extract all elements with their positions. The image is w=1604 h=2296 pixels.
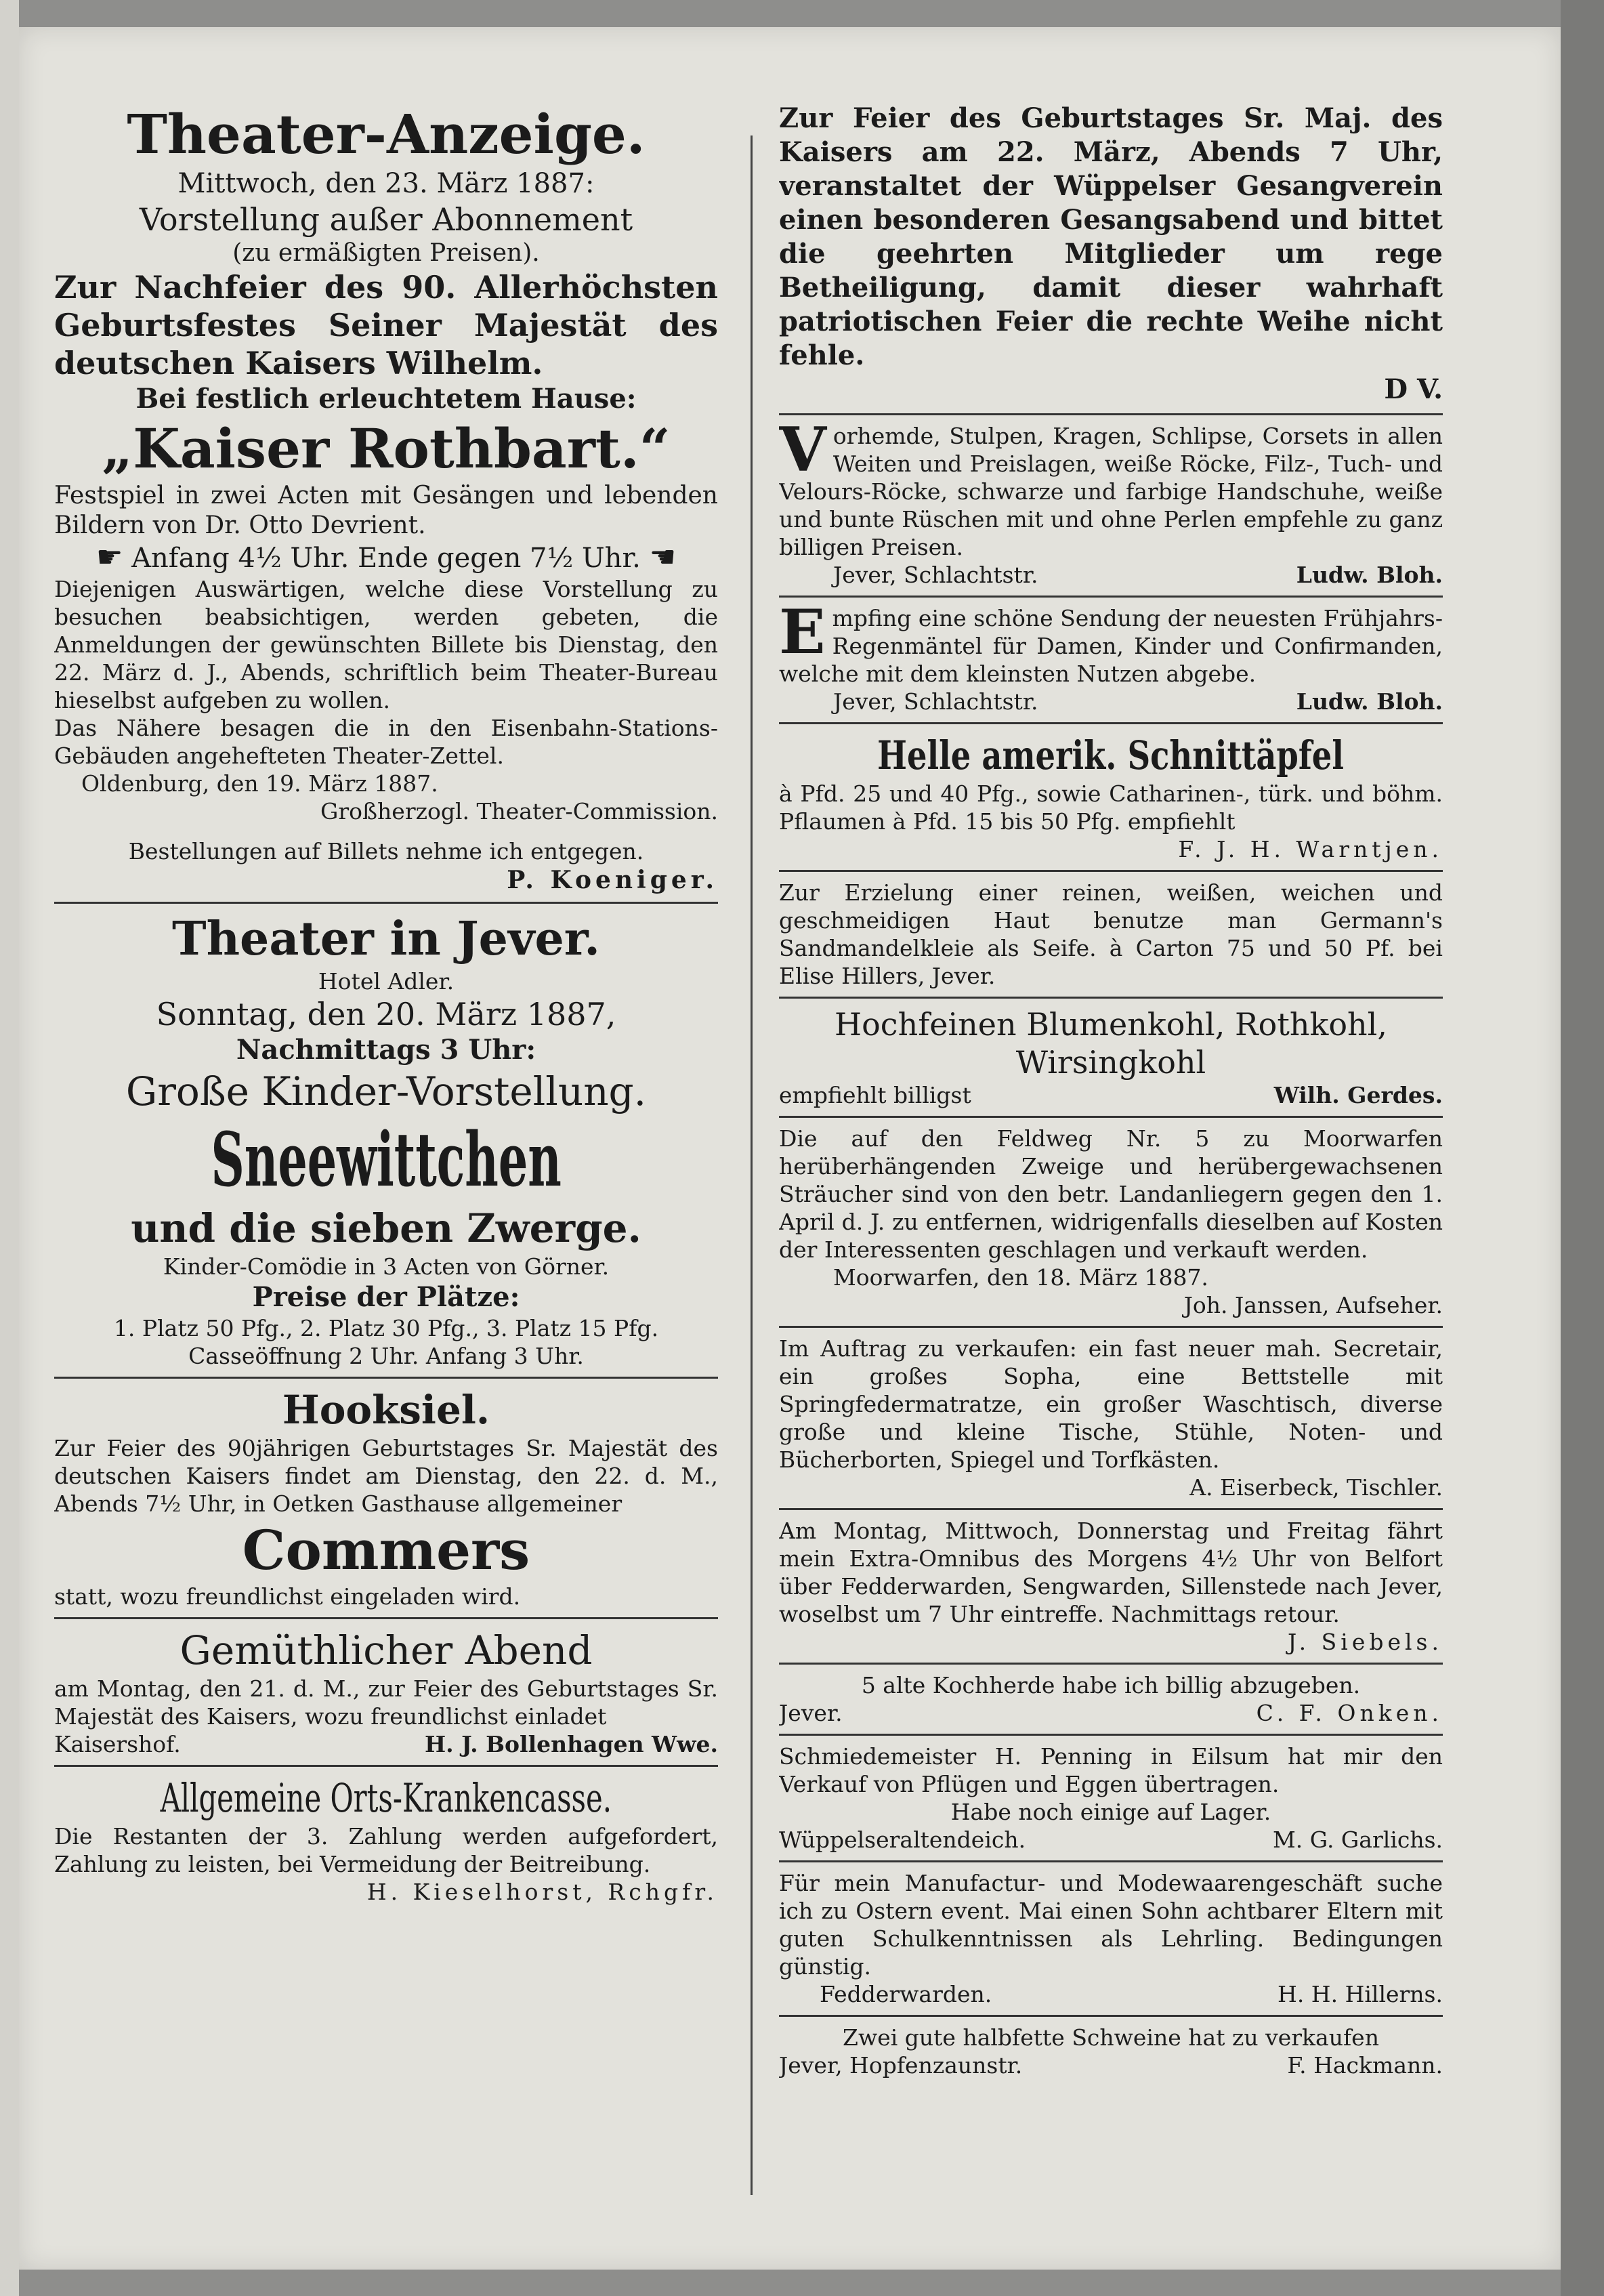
ad-body: Festspiel in zwei Acten mit Gesängen und lebenden Bildern von Dr. Otto Devrient. bbox=[54, 482, 718, 539]
ad-body: Schmiedemeister H. Penning in Eilsum hat mir den Verkauf von Pflügen und Eggen übertragen. bbox=[779, 1743, 1443, 1797]
verkauf-ad bbox=[779, 1335, 1443, 1501]
ad-title: Wirsingkohl bbox=[1015, 1044, 1206, 1081]
penning-ad bbox=[779, 1742, 1443, 1854]
ad-signature: Wilh. Gerdes. bbox=[1273, 1082, 1443, 1108]
ad-body: 5 alte Kochherde habe ich billig abzugeben. bbox=[861, 1672, 1361, 1698]
ad-times bbox=[54, 541, 718, 575]
divider bbox=[779, 1116, 1443, 1118]
omnibus-ad bbox=[779, 1517, 1443, 1656]
hackmann-ad bbox=[779, 2024, 1443, 2079]
initial-letter: V bbox=[779, 414, 826, 486]
play-title-text: Sneewittchen bbox=[211, 1116, 562, 1203]
ad-signature: Großherzogl. Theater-Commission. bbox=[320, 798, 718, 825]
germann-ad bbox=[779, 879, 1443, 990]
ad-footer bbox=[779, 2051, 1443, 2079]
ad-times: Casseöffnung 2 Uhr. Anfang 3 Uhr. bbox=[188, 1343, 584, 1369]
ad-signature: H. J. Bollenhagen Wwe. bbox=[424, 1731, 718, 1757]
divider bbox=[779, 722, 1443, 724]
divider bbox=[54, 902, 718, 904]
column-divider bbox=[751, 135, 753, 2195]
ad-body: Zur Feier des Geburtstages Sr. Maj. des Kaisers am 22. März, Abends 7 Uhr, veranstaltet der Wüppelser Gesangverein einen besonderen Gesangsabend und bittet die geehrten Mitglieder um rege Betheiligung, damit dieser wahrhaft patriotischen Feier die rechte Weihe nicht fehle. bbox=[779, 102, 1443, 371]
theater-oldenburg-ad bbox=[54, 102, 718, 895]
ad-footer bbox=[779, 1980, 1443, 2008]
divider bbox=[779, 2015, 1443, 2017]
divider bbox=[779, 1734, 1443, 1736]
bloh-ad-1 bbox=[779, 414, 1443, 589]
ad-subtitle: Vorstellung außer Abonnement bbox=[139, 201, 633, 238]
ad-body: statt, wozu freundlichst eingeladen wird. bbox=[54, 1583, 521, 1610]
ad-signature: J. Siebels. bbox=[1288, 1629, 1443, 1655]
divider bbox=[779, 997, 1443, 999]
ad-footer bbox=[779, 688, 1443, 715]
ad-occasion: Zur Nachfeier des 90. Allerhöchsten Geburtsfestes Seiner Majestät des deutschen Kaisers Wilhelm. bbox=[54, 269, 718, 381]
ad-body: Zur Erzielung einer reinen, weißen, weichen und geschmeidigen Haut benutze man Germann's Sandmandelkleie als Seife. à Carton 75 und 50 Pf. bei Elise Hillers, Jever. bbox=[779, 879, 1443, 989]
ad-footer bbox=[54, 1730, 718, 1758]
ad-footer bbox=[779, 1081, 1443, 1109]
ad-body: am Montag, den 21. d. M., zur Feier des Geburtstages Sr. Majestät des Kaisers, wozu freundlichst einladet bbox=[54, 1675, 718, 1730]
theater-jever-ad bbox=[54, 911, 718, 1370]
ad-place: Jever, Schlachtstr. bbox=[833, 562, 1038, 588]
ad-signature: Joh. Janssen, Aufseher. bbox=[1183, 1292, 1443, 1318]
gerdes-ad bbox=[779, 1005, 1443, 1109]
ad-place: Jever. bbox=[779, 1700, 843, 1726]
ad-place: Jever, Hopfenzaunstr. bbox=[779, 2052, 1023, 2079]
ad-title: Hooksiel. bbox=[282, 1387, 490, 1433]
ad-body: Im Auftrag zu verkaufen: ein fast neuer mah. Secretair, ein großes Sopha, eine Bettstelle mit Springfedermatratze, ein großer Waschtisch, diverse große und kleine Tische, Stühle, Noten- und Bücherborten, Spiegel und Torfkästen. bbox=[779, 1335, 1443, 1473]
ad-signature: H. Kieselhorst, Rchgfr. bbox=[366, 1879, 718, 1905]
ad-body: empfiehlt billigst bbox=[779, 1082, 971, 1108]
ad-place-date: Moorwarfen, den 18. März 1887. bbox=[833, 1264, 1208, 1291]
abend-ad bbox=[54, 1626, 718, 1758]
bloh-ad-2 bbox=[779, 596, 1443, 715]
feldweg-ad bbox=[779, 1125, 1443, 1319]
play-title bbox=[54, 1116, 718, 1204]
ad-signature: A. Eiserbeck, Tischler. bbox=[1189, 1474, 1443, 1501]
ad-place: Fedderwarden. bbox=[820, 1981, 992, 2007]
ad-title: Gemüthlicher Abend bbox=[180, 1627, 593, 1673]
ad-body: Das Nähere besagen die in den Eisenbahn-Stations-Gebäuden angehefteten Theater-Zettel. bbox=[54, 715, 718, 769]
divider bbox=[779, 1508, 1443, 1510]
ad-note: Bei festlich erleuchtetem Hause: bbox=[135, 383, 637, 415]
ad-signature: D V. bbox=[1384, 373, 1443, 405]
divider bbox=[779, 413, 1443, 415]
ad-body: Diejenigen Auswärtigen, welche diese Vorstellung zu besuchen beabsichtigen, werden gebeten, die Anmeldungen der gewünschten Billete bis Dienstag, den 22. März d. J., Abends, schriftlich beim Theater-Bureau hieselbst aufgeben zu wollen. bbox=[54, 576, 718, 713]
ad-place: Jever, Schlachtstr. bbox=[833, 688, 1038, 715]
ad-body: Habe noch einige auf Lager. bbox=[950, 1799, 1271, 1825]
ad-headline: Commers bbox=[242, 1518, 530, 1582]
right-column bbox=[779, 102, 1443, 2188]
ad-title: Theater-Anzeige. bbox=[127, 102, 646, 166]
ad-signature: F. J. H. Warntjen. bbox=[1178, 836, 1443, 862]
ad-body: Für mein Manufactur- und Modewaarengeschäft suche ich zu Ostern event. Mai einen Sohn achtbarer Eltern mit guten Schulkenntnissen als Lehrling. Bedingungen günstig. bbox=[779, 1870, 1443, 1980]
divider bbox=[779, 596, 1443, 598]
ad-body: Zwei gute halbfette Schweine hat zu verkaufen bbox=[843, 2024, 1379, 2051]
divider bbox=[779, 1860, 1443, 1862]
ad-body: Die auf den Feldweg Nr. 5 zu Moorwarfen herüberhängenden Zweige und herübergewachsenen Sträucher sind von den betr. Landanliegern gegen den 1. April d. J. zu entfernen, widrigenfalls dieselben auf Kosten der Interessenten geschlagen und verkauft werden. bbox=[779, 1125, 1443, 1263]
page-edge bbox=[0, 0, 19, 2296]
initial-letter: E bbox=[779, 596, 826, 668]
ad-body-text: orhemde, Stulpen, Kragen, Schlipse, Corsets in allen Weiten und Preislagen, weiße Röcke, Filz-, Tuch- und Velours-Röcke, schwarze und farbige Handschuhe, weiße und bunte Rüschen mit und ohne Perlen empfehle zu ganz billigen Preisen. bbox=[779, 423, 1443, 560]
ad-body: Am Montag, Mittwoch, Donnerstag und Freitag fährt mein Extra-Omnibus des Morgens 4½ Uhr von Belfort über Fedderwarden, Sengwarden, Sillenstede nach Jever, woselbst um 7 Uhr eintreffe. Nachmittags retour. bbox=[779, 1518, 1443, 1627]
play-title: „Kaiser Rothbart.“ bbox=[102, 417, 671, 480]
divider bbox=[779, 1663, 1443, 1665]
gesangverein-ad bbox=[779, 102, 1443, 406]
ad-time: Nachmittags 3 Uhr: bbox=[236, 1034, 536, 1066]
ad-body: à Pfd. 25 und 40 Pfg., sowie Catharinen-, türk. und böhm. Pflaumen à Pfd. 15 bis 50 Pfg. empfiehlt bbox=[779, 780, 1443, 835]
hooksiel-ad bbox=[54, 1385, 718, 1610]
ad-subtitle: Große Kinder-Vorstellung. bbox=[125, 1068, 647, 1114]
divider bbox=[779, 1326, 1443, 1328]
ad-body-text: mpfing eine schöne Sendung der neuesten Frühjahrs-Regenmäntel für Damen, Kinder und Confirmanden, welche mit dem kleinsten Nutzen abgebe. bbox=[779, 605, 1443, 687]
divider bbox=[779, 870, 1443, 872]
ad-note: (zu ermäßigten Preisen). bbox=[232, 239, 540, 267]
play-subtitle: und die sieben Zwerge. bbox=[131, 1205, 641, 1251]
ad-signature: Ludw. Bloh. bbox=[1296, 688, 1443, 715]
ad-body bbox=[779, 596, 1443, 688]
ad-title bbox=[54, 1774, 718, 1822]
ad-title: Theater in Jever. bbox=[172, 912, 600, 966]
onken-ad bbox=[779, 1671, 1443, 1727]
divider bbox=[54, 1617, 718, 1619]
scan-border bbox=[1561, 0, 1604, 2296]
ad-title-text: Helle amerik. Schnittäpfel bbox=[877, 732, 1345, 778]
divider bbox=[54, 1765, 718, 1767]
ad-footer bbox=[779, 1699, 1443, 1727]
prices-title: Preise der Plätze: bbox=[252, 1281, 520, 1313]
ad-title-text: Allgemeine Orts-Krankencasse. bbox=[160, 1775, 612, 1821]
ad-body: Die Restanten der 3. Zahlung werden aufgefordert, Zahlung zu leisten, bei Vermeidung der Beitreibung. bbox=[54, 1823, 718, 1877]
ad-place: Kaisershof. bbox=[54, 1731, 181, 1757]
ad-title bbox=[779, 731, 1443, 780]
ad-location: Hotel Adler. bbox=[318, 968, 455, 995]
ad-body: Bestellungen auf Billets nehme ich entgegen. bbox=[128, 838, 644, 864]
ad-times-text: Anfang 4½ Uhr. Ende gegen 7½ Uhr. bbox=[131, 543, 641, 574]
pointing-hand-left-icon: ☚ bbox=[649, 540, 677, 575]
ad-place: Wüppelseraltendeich. bbox=[779, 1827, 1026, 1853]
ad-signature: F. Hackmann. bbox=[1287, 2052, 1443, 2079]
ad-title: Hochfeinen Blumenkohl, Rothkohl, bbox=[835, 1006, 1387, 1043]
ad-signature: C. F. Onken. bbox=[1256, 1700, 1443, 1726]
ad-body bbox=[779, 414, 1443, 561]
prices: 1. Platz 50 Pfg., 2. Platz 30 Pfg., 3. Platz 15 Pfg. bbox=[113, 1315, 659, 1341]
ad-signature: P. Koeniger. bbox=[507, 866, 718, 894]
ad-footer bbox=[779, 561, 1443, 589]
pointing-hand-right-icon: ☛ bbox=[96, 540, 123, 575]
ad-footer bbox=[779, 1826, 1443, 1854]
ad-date: Mittwoch, den 23. März 1887: bbox=[177, 168, 595, 199]
ad-signature: Ludw. Bloh. bbox=[1296, 562, 1443, 588]
aepfel-ad bbox=[779, 731, 1443, 863]
ad-body: Zur Feier des 90jährigen Geburtstages Sr. Majestät des deutschen Kaisers findet am Dienstag, den 22. d. M., Abends 7½ Uhr, in Oetken Gasthause allgemeiner bbox=[54, 1435, 718, 1517]
ad-body: Kinder-Comödie in 3 Acten von Görner. bbox=[163, 1253, 610, 1280]
ad-place-date: Oldenburg, den 19. März 1887. bbox=[81, 770, 438, 797]
ad-date: Sonntag, den 20. März 1887, bbox=[156, 996, 616, 1032]
ad-signature: H. H. Hillerns. bbox=[1278, 1981, 1443, 2007]
left-column bbox=[54, 102, 718, 2188]
hillerns-ad bbox=[779, 1869, 1443, 2008]
divider bbox=[54, 1377, 718, 1379]
ad-signature: M. G. Garlichs. bbox=[1272, 1827, 1443, 1853]
krankenkasse-ad bbox=[54, 1774, 718, 1906]
